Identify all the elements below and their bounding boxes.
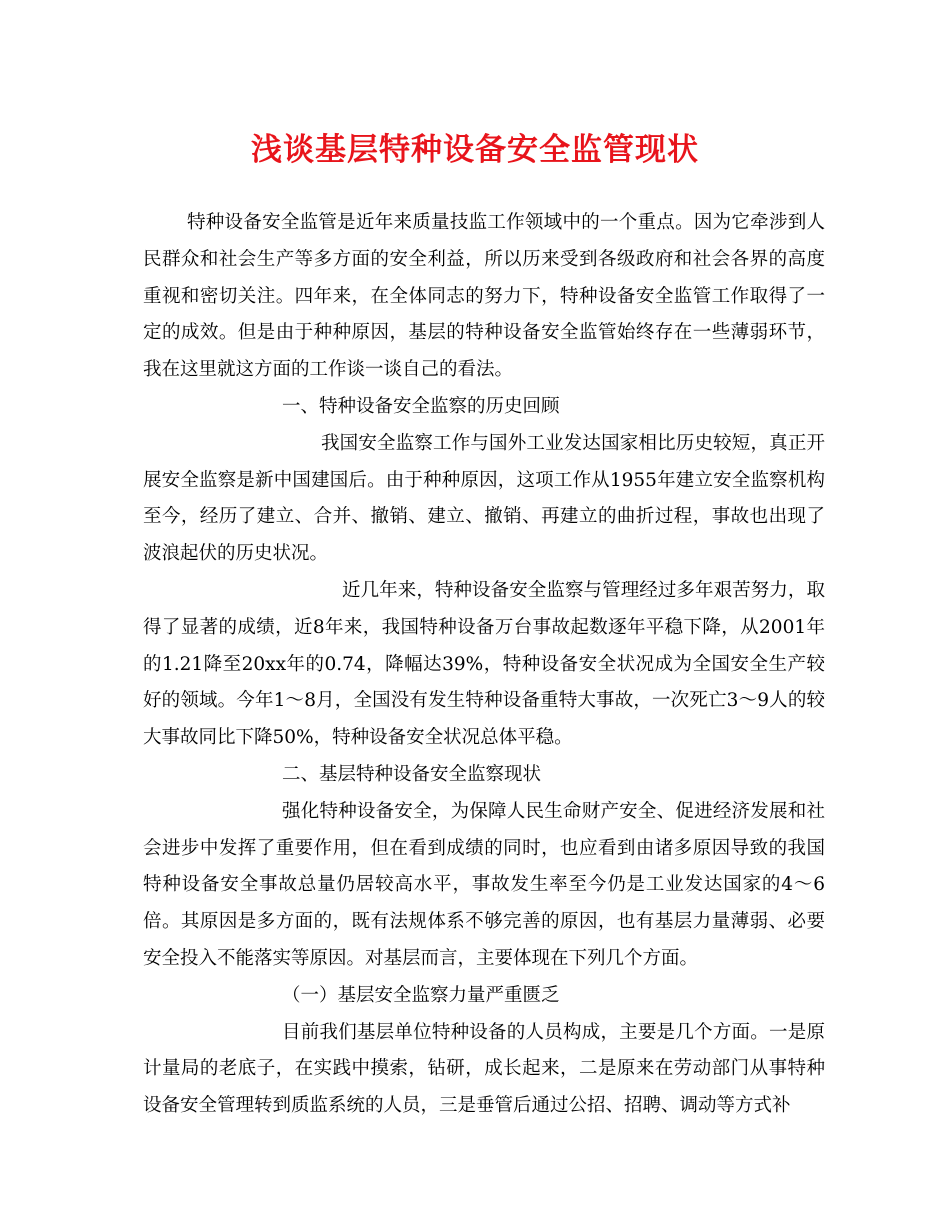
subsection-heading-staffing: （一）基层安全监察力量严重匮乏 — [282, 984, 560, 1006]
paragraph-current-status: 强化特种设备安全，为保障人民生命财产安全、促进经济发展和社会进步中发挥了重要作用，但在看到成绩的同时，也应看到由诸多原因导致的我国特种设备安全事故总量仍居较高水平，事故发生率至今仍是工业发达国家的4～6倍。其原因是多方面的，既有法规体系不够完善的原因，也有基层力量薄弱、必要安全投入不能落实等原因。对基层而言，主要体现在下列几个方面。 — [143, 800, 825, 969]
document-title: 浅谈基层特种设备安全监管现状 — [251, 132, 699, 168]
paragraph-recent-achievements: 近几年来，特种设备安全监察与管理经过多年艰苦努力，取得了显著的成绩，近8年来，我国特种设备万台事故起数逐年平稳下降，从2001年的1.21降至20xx年的0.74，降幅达39%，特种设备安全状况成为全国安全生产较好的领域。今年1～8月，全国没有发生特种设备重特大事故，一次死亡3～9人的较大事故同比下降50%，特种设备安全状况总体平稳。 — [143, 579, 825, 749]
paragraph-staffing: 目前我们基层单位特种设备的人员构成，主要是几个方面。一是原计量局的老底子，在实践中摸索，钻研，成长起来，二是原来在劳动部门从事特种设备安全管理转到质监系统的人员，三是垂管后通过公招、招聘、调动等方式补 — [143, 1021, 825, 1117]
section-heading-current-status: 二、基层特种设备安全监察现状 — [282, 763, 542, 785]
paragraph-intro: 特种设备安全监管是近年来质量技监工作领域中的一个重点。因为它牵涉到人民群众和社会生产等多方面的安全利益，所以历来受到各级政府和社会各界的高度重视和密切关注。四年来，在全体同志的努力下，特种设备安全监管工作取得了一定的成效。但是由于种种原因，基层的特种设备安全监管始终存在一些薄弱环节，我在这里就这方面的工作谈一谈自己的看法。 — [143, 212, 825, 381]
section-heading-history: 一、特种设备安全监察的历史回顾 — [282, 395, 560, 417]
paragraph-history: 我国安全监察工作与国外工业发达国家相比历史较短，真正开展安全监察是新中国建国后。由于种种原因，这项工作从1955年建立安全监察机构至今，经历了建立、合并、撤销、建立、撤销、再建立的曲折过程，事故也出现了波浪起伏的历史状况。 — [143, 432, 825, 565]
document-body — [143, 205, 825, 1125]
